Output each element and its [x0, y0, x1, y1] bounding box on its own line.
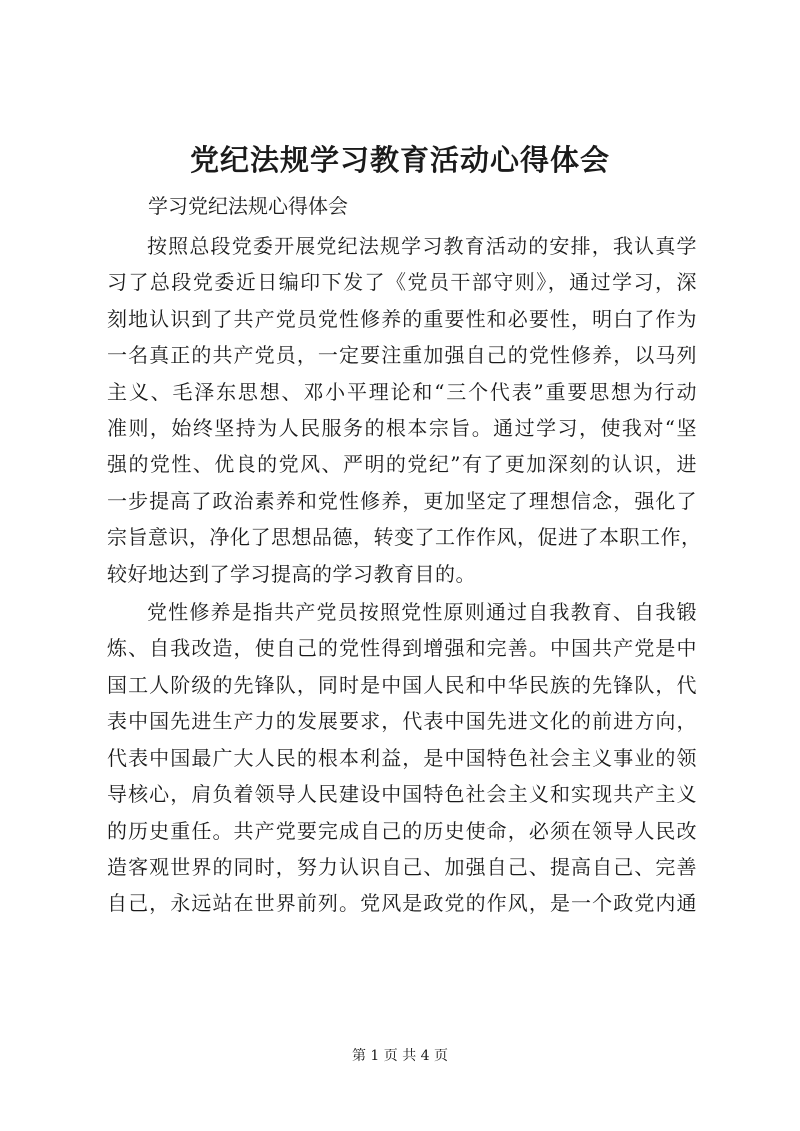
paragraph-2 [107, 594, 697, 922]
paragraph-line: 的历史重任。共产党要完成自己的历史使命，必须在领导人民改 [107, 818, 697, 843]
paragraph-line: 表中国先进生产力的发展要求，代表中国先进文化的前进方向， [107, 709, 697, 734]
document-title: 党纪法规学习教育活动心得体会 [189, 143, 610, 177]
paragraph-line: 较好地达到了学习提高的学习教育目的。 [107, 561, 476, 586]
paragraph-line: 国工人阶级的先锋队，同时是中国人民和中华民族的先锋队，代 [107, 672, 697, 697]
paragraph-line: 强的党性、优良的党风、严明的党纪”有了更加深刻的认识，进 [107, 452, 697, 477]
document-subtitle: 学习党纪法规心得体会 [148, 194, 348, 218]
document-body [107, 228, 702, 922]
paragraph-line: 导核心，肩负着领导人民建设中国特色社会主义和实现共产主义 [107, 782, 697, 807]
page-footer: 第 1 页 共 4 页 [351, 1048, 449, 1064]
paragraph-line: 炼、自我改造，使自己的党性得到增强和完善。中国共产党是中 [107, 636, 697, 661]
paragraph-line: 习了总段党委近日编印下发了《党员干部守则》，通过学习，深 [107, 270, 697, 295]
paragraph-line: 准则，始终坚持为人民服务的根本宗旨。通过学习，使我对“坚 [107, 416, 697, 441]
paragraph-line: 代表中国最广大人民的根本利益，是中国特色社会主义事业的领 [107, 745, 697, 770]
paragraph-line: 按照总段党委开展党纪法规学习教育活动的安排，我认真学 [147, 234, 697, 258]
paragraph-1 [107, 228, 702, 592]
paragraph-line: 主义、毛泽东思想、邓小平理论和“三个代表”重要思想为行动 [107, 379, 697, 404]
paragraph-line: 刻地认识到了共产党员党性修养的重要性和必要性，明白了作为 [107, 306, 697, 331]
paragraph-line: 造客观世界的同时，努力认识自己、加强自己、提高自己、完善 [107, 854, 697, 879]
paragraph-line: 一名真正的共产党员，一定要注重加强自己的党性修养，以马列 [107, 343, 697, 368]
paragraph-line: 一步提高了政治素养和党性修养，更加坚定了理想信念，强化了 [107, 488, 697, 513]
paragraph-line: 宗旨意识，净化了思想品德，转变了工作作风，促进了本职工作， [107, 525, 702, 550]
paragraph-line: 自己，永远站在世界前列。党风是政党的作风，是一个政党内通 [107, 891, 697, 916]
paragraph-line: 党性修养是指共产党员按照党性原则通过自我教育、自我锻 [147, 600, 697, 625]
